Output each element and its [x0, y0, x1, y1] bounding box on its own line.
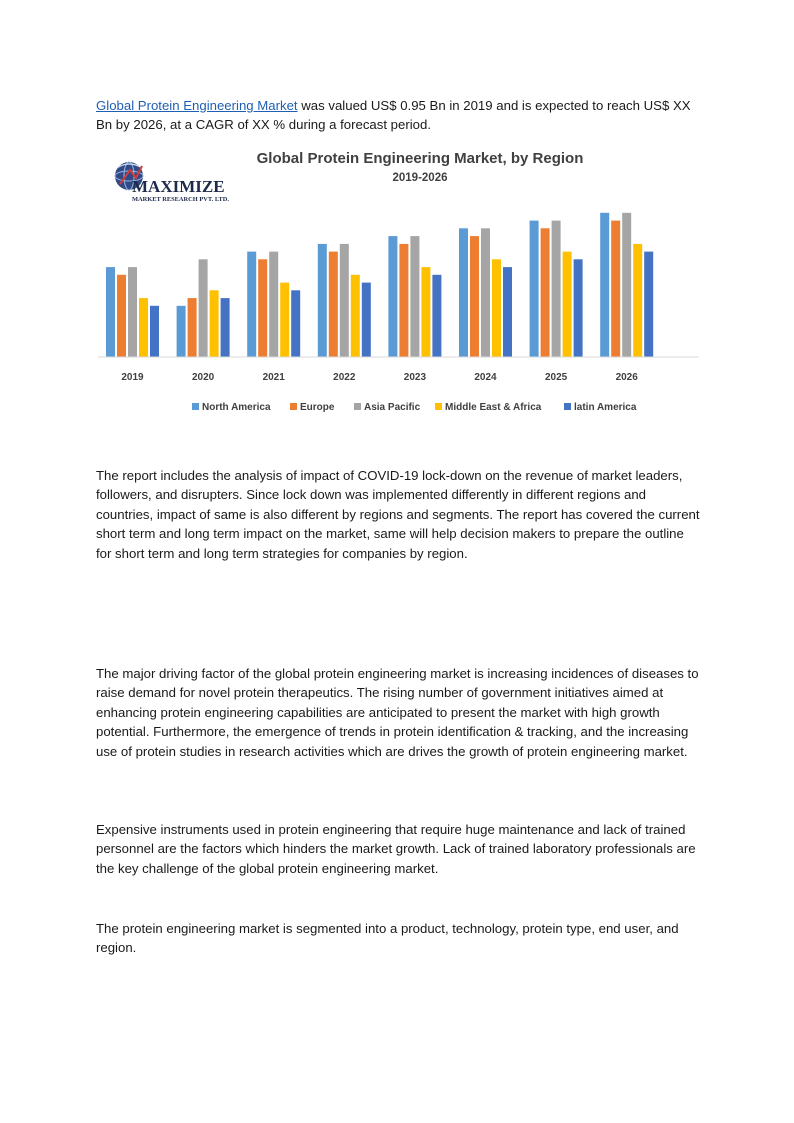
bar-2022-latin-america — [362, 283, 371, 357]
legend-label: Europe — [300, 402, 335, 413]
x-tick-2022: 2022 — [333, 372, 356, 383]
x-tick-2025: 2025 — [544, 372, 568, 383]
legend-swatch — [354, 403, 361, 410]
bar-2023-asia-pacific — [410, 236, 419, 357]
bar-2020-europe — [188, 298, 197, 357]
legend-item-asia-pacific — [354, 402, 421, 413]
legend-swatch — [564, 403, 571, 410]
bar-2021-asia-pacific — [269, 252, 278, 357]
x-tick-2024: 2024 — [474, 372, 497, 383]
bar-2023-europe — [399, 244, 408, 357]
logo-name: MAXIMIZE — [132, 177, 225, 196]
bar-2024-middle-east-africa — [492, 259, 501, 357]
chart-subtitle: 2019-2026 — [392, 172, 448, 184]
bar-2019-north-america — [106, 267, 115, 357]
bar-2026-europe — [611, 221, 620, 357]
bar-2022-europe — [329, 252, 338, 357]
bar-2019-europe — [117, 275, 126, 357]
legend-swatch — [435, 403, 442, 410]
chart-svg — [96, 140, 702, 425]
bar-2021-latin-america — [291, 290, 300, 357]
legend-item-latin-america — [564, 402, 637, 413]
bar-2024-europe — [470, 236, 479, 357]
bar-2021-middle-east-africa — [280, 283, 289, 357]
legend-label: Asia Pacific — [364, 402, 421, 413]
bar-2025-north-america — [530, 221, 539, 357]
legend-item-europe — [290, 402, 335, 413]
legend-label: latin America — [574, 402, 637, 413]
bar-2024-north-america — [459, 228, 468, 357]
intro-text: was valued US$ 0.95 Bn in 2019 and is expected to reach US$ XX Bn by 2026, at a CAGR of XX % during a forecast period. — [96, 98, 691, 133]
x-tick-2020: 2020 — [191, 372, 215, 383]
segmentation-paragraph: The protein engineering market is segmented into a product, technology, protein type, end user, and region. — [96, 921, 679, 956]
bar-2021-north-america — [247, 252, 256, 357]
legend-label: North America — [202, 402, 271, 413]
x-tick-2026: 2026 — [615, 372, 638, 383]
bar-2026-asia-pacific — [622, 213, 631, 357]
bar-2023-latin-america — [432, 275, 441, 357]
bar-2022-middle-east-africa — [351, 275, 360, 357]
legend-swatch — [290, 403, 297, 410]
legend-item-middle-east-africa — [435, 402, 542, 413]
x-tick-2019: 2019 — [121, 372, 144, 383]
legend-item-north-america — [192, 402, 271, 413]
chart-legend — [192, 402, 637, 413]
bar-2020-asia-pacific — [199, 259, 208, 357]
bar-2024-latin-america — [503, 267, 512, 357]
bar-2025-asia-pacific — [552, 221, 561, 357]
bar-2022-asia-pacific — [340, 244, 349, 357]
bar-2019-asia-pacific — [128, 267, 137, 357]
bar-2020-latin-america — [221, 298, 230, 357]
bar-2025-middle-east-africa — [563, 252, 572, 357]
x-tick-2023: 2023 — [403, 372, 427, 383]
x-tick-2021: 2021 — [262, 372, 285, 383]
bar-2025-europe — [541, 228, 550, 357]
bar-2025-latin-america — [574, 259, 583, 357]
bar-2020-middle-east-africa — [210, 290, 219, 357]
chart-title: Global Protein Engineering Market, by Region — [256, 150, 584, 167]
bar-2022-north-america — [318, 244, 327, 357]
bar-2020-north-america — [177, 306, 186, 357]
region-chart — [96, 140, 702, 425]
bar-2019-middle-east-africa — [139, 298, 148, 357]
restraints-paragraph: Expensive instruments used in protein engineering that require huge maintenance and lack of trained personnel are the factors which hinders the market growth. Lack of trained laboratory professionals are the key challenge of the global protein engineering market. — [96, 822, 696, 876]
bars-group — [106, 213, 653, 357]
bar-2023-north-america — [388, 236, 397, 357]
legend-label: Middle East & Africa — [445, 402, 542, 413]
intro-paragraph — [96, 96, 700, 135]
covid-impact-paragraph: The report includes the analysis of impact of COVID-19 lock-down on the revenue of market leaders, followers, and disrupters. Since lock down was implemented differently in different regions and countries, impact of same is also different by regions and segments. The report has covered the current short term and long term impact on the market, same will help decision makers to prepare the outline for short term and long term strategies for companies by region. — [96, 468, 700, 561]
x-tick-labels — [121, 372, 638, 383]
market-link[interactable]: Global Protein Engineering Market — [96, 98, 298, 113]
company-logo — [115, 162, 229, 203]
bar-2023-middle-east-africa — [421, 267, 430, 357]
logo-subtitle: MARKET RESEARCH PVT. LTD. — [132, 196, 229, 203]
bar-2026-north-america — [600, 213, 609, 357]
bar-2024-asia-pacific — [481, 228, 490, 357]
legend-swatch — [192, 403, 199, 410]
bar-2021-europe — [258, 259, 267, 357]
bar-2026-middle-east-africa — [633, 244, 642, 357]
bar-2019-latin-america — [150, 306, 159, 357]
driving-factors-paragraph: The major driving factor of the global protein engineering market is increasing incidences of diseases to raise demand for novel protein therapeutics. The rising number of government initiatives aimed at enhancing protein engineering capabilities are anticipated to present the market with high growth potential. Furthermore, the emergence of trends in protein identification & tracking, and the increasing use of protein studies in research activities which are drives the growth of protein engineering market. — [96, 666, 699, 759]
bar-2026-latin-america — [644, 252, 653, 357]
